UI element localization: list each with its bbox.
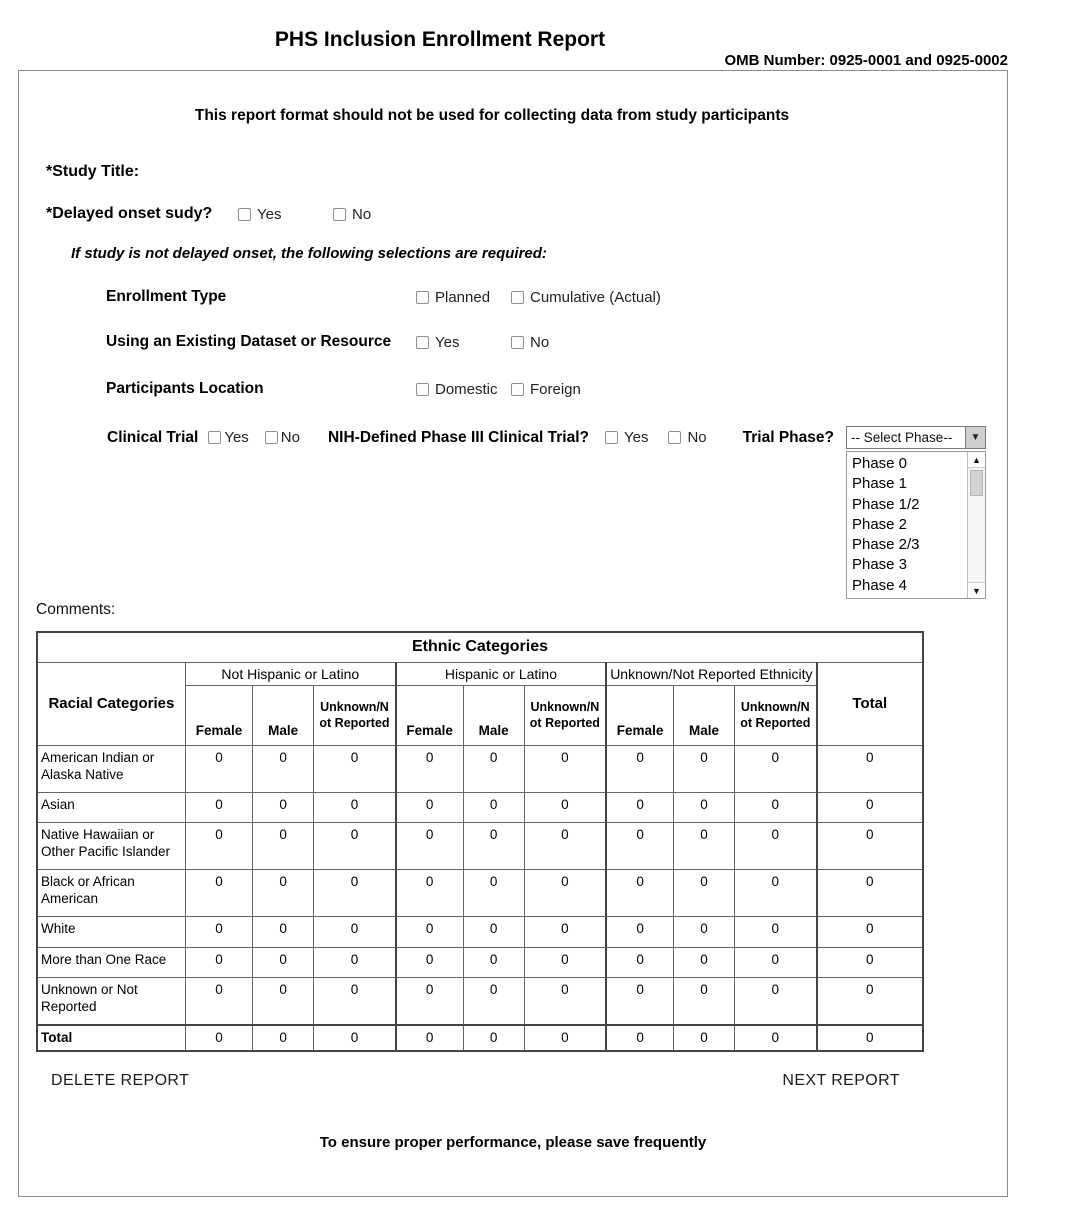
table-row [37, 745, 923, 792]
count-cell: 0 [735, 792, 817, 822]
racial-category-label: Unknown or Not Reported [37, 977, 185, 1025]
enrollment-type-label: Enrollment Type [106, 288, 227, 305]
count-cell: 0 [396, 745, 463, 792]
count-cell: 0 [463, 792, 524, 822]
male-header: Male [253, 685, 314, 745]
table-row [37, 870, 923, 917]
option-label: Yes [623, 429, 649, 446]
count-cell: 0 [673, 977, 734, 1025]
racial-category-label: More than One Race [37, 947, 185, 977]
phase-option[interactable]: Phase 4 [851, 576, 908, 594]
group-header-row [37, 662, 923, 685]
option-label: No [687, 429, 707, 446]
count-cell: 0 [463, 947, 524, 977]
clinical-yes-option[interactable] [208, 429, 248, 446]
checkbox-nih-yes[interactable] [605, 431, 618, 444]
option-label: No [280, 429, 300, 446]
footer-note: To ensure proper performance, please save frequently [319, 1134, 707, 1152]
count-cell: 0 [735, 947, 817, 977]
count-cell: 0 [253, 822, 314, 869]
count-cell: 0 [735, 822, 817, 869]
count-cell: 0 [253, 977, 314, 1025]
nih-no-option[interactable] [668, 429, 706, 446]
checkbox-domestic[interactable] [416, 383, 429, 396]
total-cell: 0 [817, 822, 923, 869]
delete-report-button[interactable]: DELETE REPORT [51, 1072, 190, 1090]
table-row [37, 792, 923, 822]
phase-option[interactable]: Phase 2 [851, 515, 908, 533]
count-cell: 0 [253, 792, 314, 822]
group-header-unknown-ethnicity: Unknown/Not Reported Ethnicity [606, 662, 816, 685]
table-row [37, 947, 923, 977]
count-cell: 0 [463, 1025, 524, 1051]
count-cell: 0 [463, 977, 524, 1025]
table-row [37, 1025, 923, 1051]
count-cell: 0 [673, 792, 734, 822]
count-cell: 0 [314, 977, 396, 1025]
dataset-yes-option[interactable] [416, 334, 511, 351]
total-column-header: Total [817, 662, 923, 745]
group-header-not-hispanic: Not Hispanic or Latino [185, 662, 395, 685]
table-row [37, 917, 923, 947]
count-cell: 0 [396, 1025, 463, 1051]
total-cell: 0 [817, 917, 923, 947]
dropdown-arrow-icon[interactable]: ▼ [965, 427, 985, 448]
phase-option[interactable]: Phase 0 [851, 455, 908, 472]
racial-category-label: Black or African American [37, 870, 185, 917]
dropdown-scrollbar[interactable] [967, 452, 985, 598]
option-label: Planned [435, 288, 491, 306]
ethnic-categories-table [36, 631, 924, 1052]
count-cell: 0 [606, 745, 673, 792]
count-cell: 0 [253, 870, 314, 917]
option-label: No [530, 333, 550, 351]
total-cell: 0 [817, 1025, 923, 1051]
clinical-trial-row [107, 426, 1007, 596]
delayed-onset-yes-option[interactable] [238, 206, 333, 223]
dataset-no-option[interactable] [511, 334, 549, 351]
scroll-down-icon[interactable]: ▼ [968, 582, 985, 598]
table-title: Ethnic Categories [37, 632, 923, 662]
count-cell: 0 [314, 947, 396, 977]
group-header-hispanic: Hispanic or Latino [396, 662, 606, 685]
count-cell: 0 [185, 977, 252, 1025]
delayed-onset-no-option[interactable] [333, 206, 371, 223]
racial-category-label: White [37, 917, 185, 947]
count-cell: 0 [463, 745, 524, 792]
delayed-onset-label: *Delayed onset sudy? [46, 205, 213, 222]
count-cell: 0 [673, 822, 734, 869]
delayed-onset-row [46, 205, 1007, 223]
unknown-header: Unknown/Not Reported [314, 685, 396, 745]
checkbox-clinical-no[interactable] [265, 431, 278, 444]
table-title-row [37, 632, 923, 662]
count-cell: 0 [606, 1025, 673, 1051]
count-cell: 0 [463, 870, 524, 917]
count-cell: 0 [396, 822, 463, 869]
option-label: Yes [435, 333, 460, 351]
checkbox-dataset-yes[interactable] [416, 336, 429, 349]
count-cell: 0 [524, 822, 606, 869]
report-form [18, 70, 1008, 1197]
table-row [37, 977, 923, 1025]
female-header: Female [606, 685, 673, 745]
count-cell: 0 [735, 977, 817, 1025]
count-cell: 0 [606, 792, 673, 822]
participants-location-label: Participants Location [106, 380, 264, 397]
count-cell: 0 [735, 745, 817, 792]
count-cell: 0 [185, 947, 252, 977]
count-cell: 0 [524, 1025, 606, 1051]
racial-category-label: American Indian or Alaska Native [37, 745, 185, 792]
total-cell: 0 [817, 977, 923, 1025]
count-cell: 0 [253, 947, 314, 977]
unknown-header: Unknown/Not Reported [524, 685, 606, 745]
checkbox-clinical-yes[interactable] [208, 431, 221, 444]
count-cell: 0 [396, 792, 463, 822]
checkbox-dataset-no[interactable] [511, 336, 524, 349]
count-cell: 0 [185, 917, 252, 947]
count-cell: 0 [314, 792, 396, 822]
cumulative-option[interactable] [511, 289, 661, 306]
count-cell: 0 [314, 870, 396, 917]
planned-option[interactable] [416, 289, 511, 306]
count-cell: 0 [524, 917, 606, 947]
count-cell: 0 [673, 870, 734, 917]
total-cell: 0 [817, 745, 923, 792]
female-header: Female [185, 685, 252, 745]
scrollbar-thumb[interactable] [970, 470, 983, 496]
count-cell: 0 [673, 947, 734, 977]
total-cell: 0 [817, 792, 923, 822]
count-cell: 0 [606, 947, 673, 977]
ethnic-table-body [37, 745, 923, 1051]
option-label: Foreign [530, 380, 581, 398]
option-label: Domestic [435, 380, 498, 398]
domestic-option[interactable] [416, 381, 511, 398]
checkbox-nih-no[interactable] [668, 431, 681, 444]
count-cell: 0 [185, 745, 252, 792]
count-cell: 0 [673, 1025, 734, 1051]
total-cell: 0 [817, 947, 923, 977]
clinical-trial-label: Clinical Trial [107, 428, 199, 446]
phase-option[interactable]: Phase 1 [851, 475, 908, 493]
phase-option[interactable]: Phase 3 [851, 556, 908, 574]
nih-yes-option[interactable] [605, 429, 648, 446]
warning-text: This report format should not be used for collecting data from study participants [194, 107, 790, 124]
checkbox-cumulative[interactable] [511, 291, 524, 304]
count-cell: 0 [396, 870, 463, 917]
count-cell: 0 [314, 745, 396, 792]
enrollment-type-row [106, 288, 1007, 306]
count-cell: 0 [253, 1025, 314, 1051]
study-title-row [46, 163, 1007, 181]
count-cell: 0 [314, 1025, 396, 1051]
next-report-button[interactable]: NEXT REPORT [782, 1072, 900, 1090]
phase-dropdown-list [846, 451, 986, 599]
count-cell: 0 [606, 917, 673, 947]
page-title: PHS Inclusion Enrollment Report [274, 28, 606, 51]
unknown-header: Unknown/Not Reported [735, 685, 817, 745]
nih-phase3-label: NIH-Defined Phase III Clinical Trial? [327, 428, 589, 446]
omb-number: OMB Number: 0925-0001 and 0925-0002 [724, 52, 1008, 69]
count-cell: 0 [463, 822, 524, 869]
conditional-instruction: If study is not delayed onset, the following selections are required: [71, 245, 547, 262]
racial-category-label: Native Hawaiian or Other Pacific Islander [37, 822, 185, 869]
count-cell: 0 [185, 1025, 252, 1051]
total-cell: 0 [817, 870, 923, 917]
option-label: Cumulative (Actual) [530, 288, 661, 306]
trial-phase-selected-value: -- Select Phase-- [850, 430, 953, 445]
existing-dataset-label: Using an Existing Dataset or Resource [106, 333, 392, 350]
count-cell: 0 [253, 745, 314, 792]
count-cell: 0 [253, 917, 314, 947]
count-cell: 0 [673, 745, 734, 792]
foreign-option[interactable] [511, 381, 581, 398]
count-cell: 0 [735, 870, 817, 917]
count-cell: 0 [735, 1025, 817, 1051]
comments-label: Comments: [36, 601, 116, 618]
count-cell: 0 [185, 792, 252, 822]
count-cell: 0 [606, 870, 673, 917]
female-header: Female [396, 685, 463, 745]
phase-option-list [847, 452, 968, 596]
option-label: Yes [224, 429, 249, 446]
count-cell: 0 [524, 745, 606, 792]
count-cell: 0 [524, 792, 606, 822]
trial-phase-label: Trial Phase? [742, 428, 834, 446]
phase-option[interactable]: Phase 2/3 [851, 536, 920, 554]
racial-categories-header: Racial Categories [37, 662, 185, 745]
count-cell: 0 [606, 977, 673, 1025]
count-cell: 0 [673, 917, 734, 947]
table-row [37, 822, 923, 869]
trial-phase-select-wrap [846, 426, 986, 596]
count-cell: 0 [524, 870, 606, 917]
scroll-up-icon[interactable]: ▲ [968, 452, 985, 468]
count-cell: 0 [185, 822, 252, 869]
count-cell: 0 [524, 947, 606, 977]
count-cell: 0 [463, 917, 524, 947]
count-cell: 0 [396, 977, 463, 1025]
count-cell: 0 [735, 917, 817, 947]
participants-location-row [106, 380, 1007, 398]
count-cell: 0 [314, 822, 396, 869]
count-cell: 0 [185, 870, 252, 917]
phase-option[interactable]: Phase 1/2 [851, 495, 920, 513]
male-header: Male [673, 685, 734, 745]
checkbox-delayed-yes[interactable] [238, 208, 251, 221]
count-cell: 0 [314, 917, 396, 947]
checkbox-planned[interactable] [416, 291, 429, 304]
checkbox-delayed-no[interactable] [333, 208, 346, 221]
racial-category-label: Total [37, 1025, 185, 1051]
racial-category-label: Asian [37, 792, 185, 822]
option-label: No [352, 205, 372, 223]
male-header: Male [463, 685, 524, 745]
actions-row [51, 1072, 900, 1090]
trial-phase-select[interactable] [846, 426, 986, 449]
clinical-no-option[interactable] [265, 429, 300, 446]
existing-dataset-row [106, 333, 1007, 351]
count-cell: 0 [606, 822, 673, 869]
count-cell: 0 [396, 947, 463, 977]
checkbox-foreign[interactable] [511, 383, 524, 396]
count-cell: 0 [524, 977, 606, 1025]
count-cell: 0 [396, 917, 463, 947]
study-title-label: *Study Title: [46, 163, 140, 180]
option-label: Yes [257, 205, 282, 223]
